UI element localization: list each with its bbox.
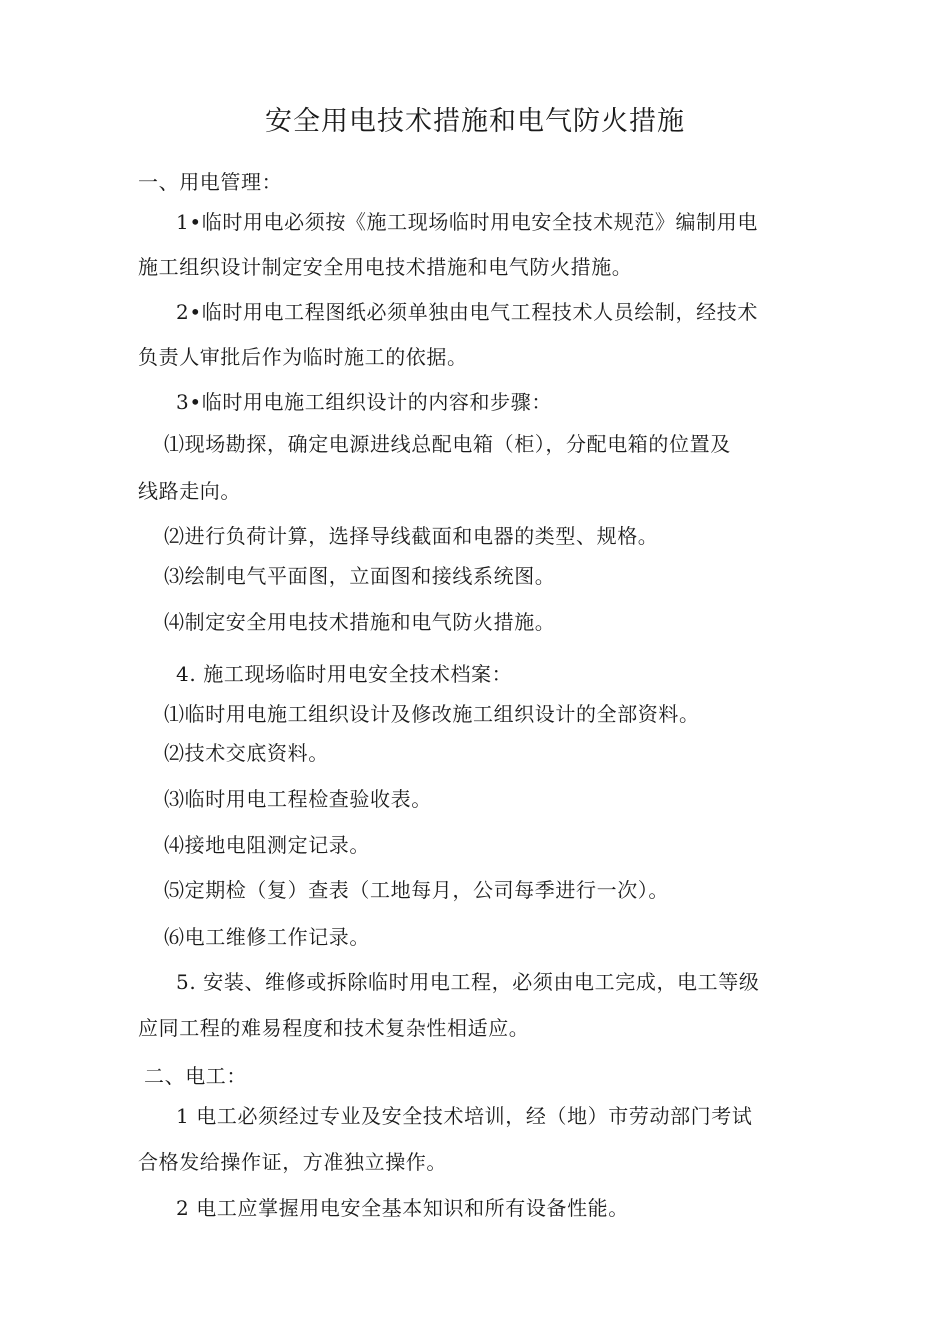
document-title: 安全用电技术措施和电气防火措施 — [265, 106, 685, 137]
paragraph-line: 1•临时用电必须按《施工现场临时用电安全技术规范》编制用电 — [176, 210, 758, 234]
list-item: ⑴临时用电施工组织设计及修改施工组织设计的全部资料。 — [164, 702, 700, 726]
section-heading-electrician: 二、电工： — [144, 1064, 247, 1088]
list-item: ⑸定期检（复）查表（工地每月，公司每季进行一次）。 — [164, 878, 669, 902]
list-item: ⑹电工维修工作记录。 — [164, 925, 370, 949]
paragraph-line: 5. 安装、维修或拆除临时用电工程，必须由电工完成，电工等级 — [176, 970, 760, 994]
list-item: ⑵技术交底资料。 — [164, 741, 329, 765]
paragraph-line: 1 电工必须经过专业及安全技术培训，经（地）市劳动部门考试 — [176, 1104, 753, 1128]
paragraph-line: 3•临时用电施工组织设计的内容和步骤： — [176, 390, 552, 414]
paragraph-line: 4. 施工现场临时用电安全技术档案： — [176, 662, 513, 686]
list-item: ⑵进行负荷计算，选择导线截面和电器的类型、规格。 — [164, 524, 659, 548]
list-item: ⑶临时用电工程检查验收表。 — [164, 787, 432, 811]
section-heading-electric-management: 一、用电管理： — [138, 170, 283, 194]
list-item: ⑶绘制电气平面图，立面图和接线系统图。 — [164, 564, 556, 588]
paragraph-line: 2•临时用电工程图纸必须单独由电气工程技术人员绘制，经技术 — [176, 300, 758, 324]
paragraph-line: 合格发给操作证，方准独立操作。 — [138, 1150, 447, 1174]
list-item: ⑴现场勘探，确定电源进线总配电箱（柜），分配电箱的位置及 — [164, 432, 731, 456]
list-item-continuation: 线路走向。 — [138, 479, 241, 503]
paragraph-line: 2 电工应掌握用电安全基本知识和所有设备性能。 — [176, 1196, 629, 1220]
paragraph-line: 负责人审批后作为临时施工的依据。 — [138, 345, 468, 369]
list-item: ⑷制定安全用电技术措施和电气防火措施。 — [164, 610, 556, 634]
paragraph-line: 施工组织设计制定安全用电技术措施和电气防火措施。 — [138, 255, 633, 279]
list-item: ⑷接地电阻测定记录。 — [164, 833, 370, 857]
paragraph-line: 应同工程的难易程度和技术复杂性相适应。 — [138, 1016, 530, 1040]
